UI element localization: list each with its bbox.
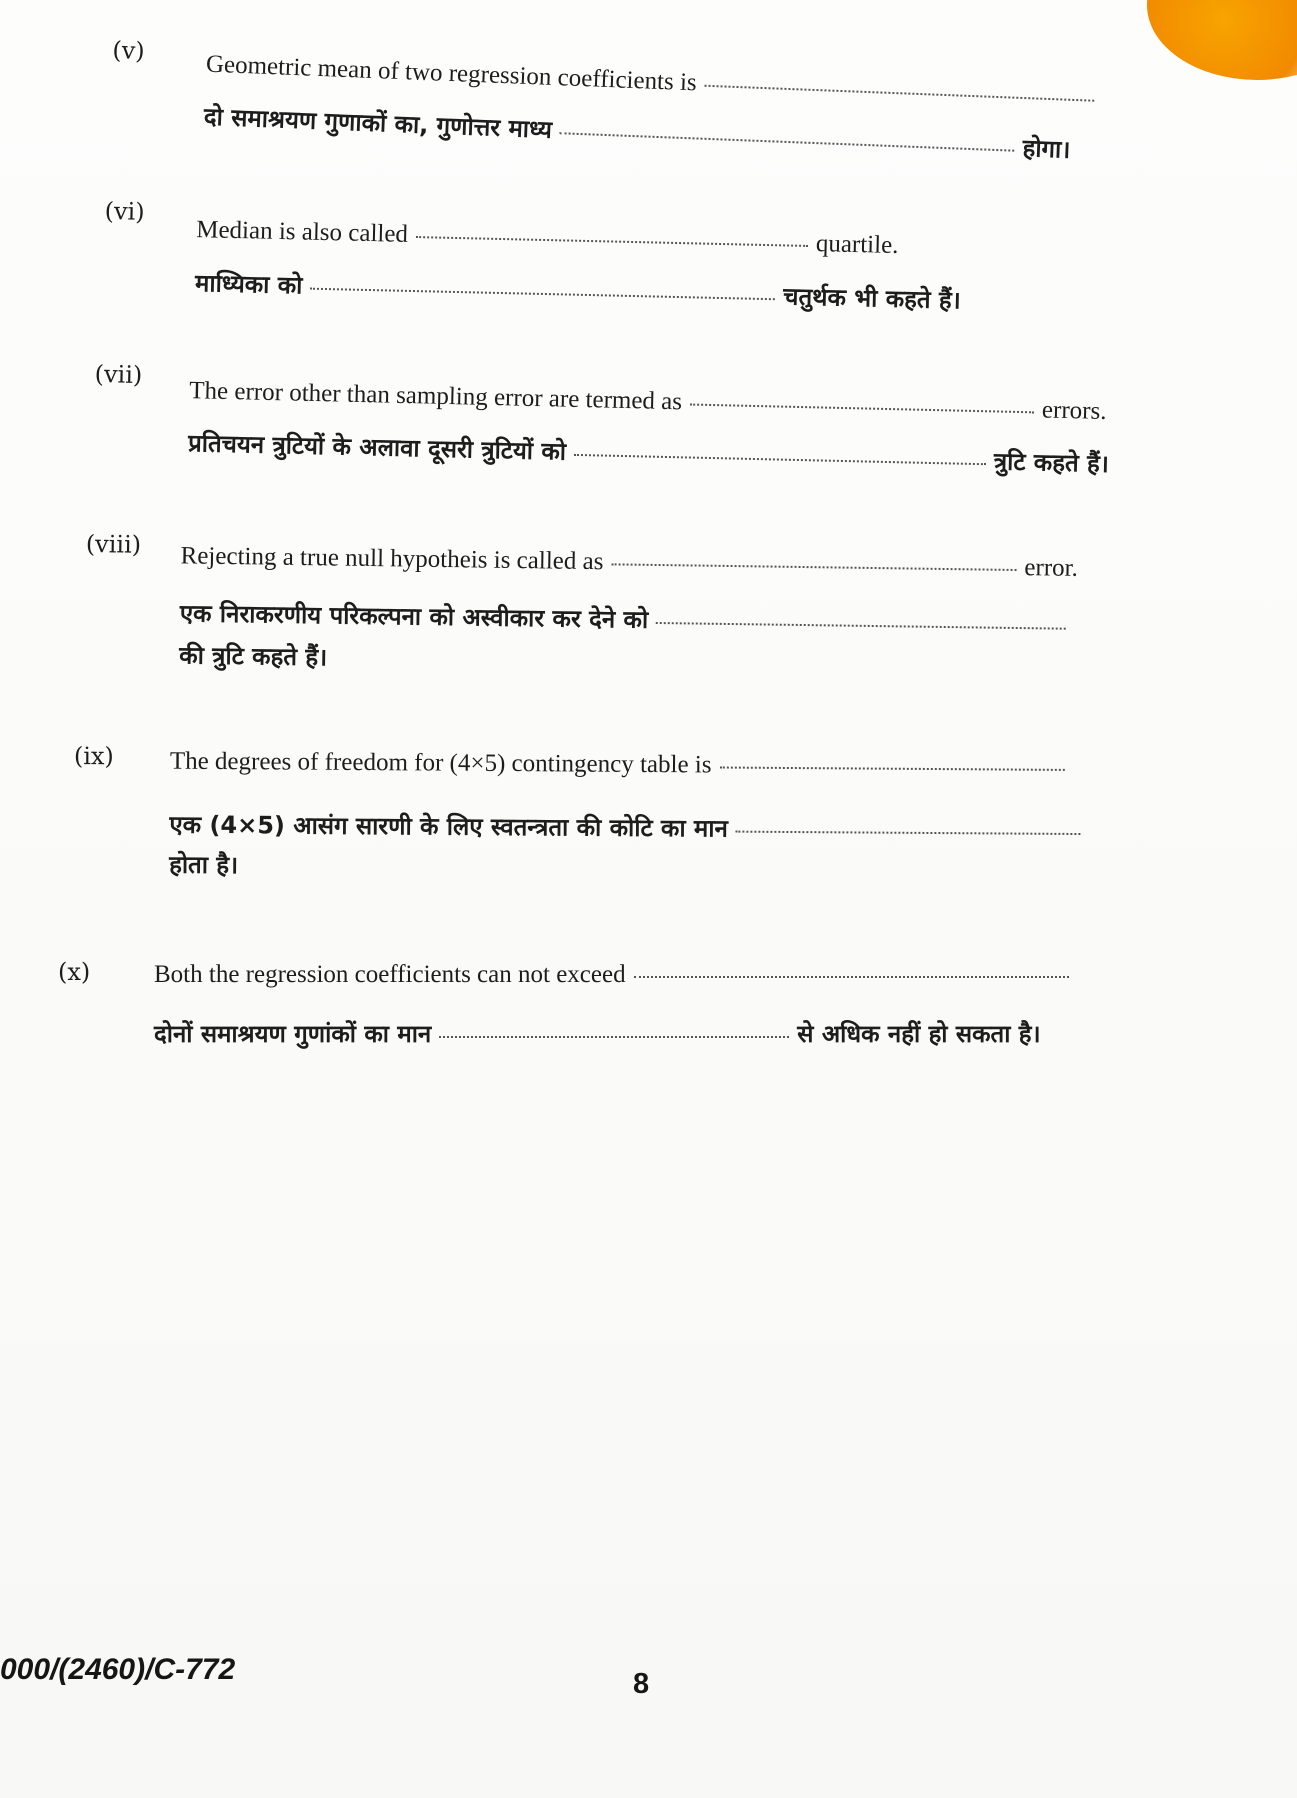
- question-text-hindi: [169, 811, 1089, 846]
- question-text-english: [189, 376, 1107, 427]
- question-number: (v): [111, 36, 146, 66]
- question-viii: [84, 530, 1256, 701]
- question-number: (vii): [94, 360, 143, 390]
- answer-blank: [416, 236, 808, 247]
- question-text-hindi: [188, 429, 1109, 479]
- question-prompt: The degrees of freedom for (4×5) contingency table is: [169, 747, 712, 779]
- question-suffix: [1102, 85, 1103, 112]
- question-text-english: [180, 541, 1078, 584]
- question-text-hindi-continuation: [169, 851, 238, 880]
- answer-blank-hindi: [736, 831, 1081, 835]
- question-continuation-hindi: होता है।: [169, 850, 239, 880]
- question-continuation-hindi: की त्रुटि कहते हैं।: [179, 641, 328, 672]
- question-prompt-hindi: एक निराकरणीय परिकल्पना को अस्वीकार कर देने को: [179, 599, 649, 634]
- question-ix: [73, 742, 1264, 900]
- question-text-hindi: [180, 599, 1075, 640]
- answer-blank-hindi: [574, 454, 986, 465]
- question-number: (viii): [85, 530, 142, 559]
- question-text-hindi: [154, 1020, 1041, 1049]
- question-prompt: Geometric mean of two regression coefficients is: [205, 50, 698, 97]
- question-number: (ix): [73, 742, 114, 771]
- question-suffix: error.: [1024, 554, 1079, 582]
- answer-blank: [634, 976, 1069, 978]
- question-prompt-hindi: दो समाश्रयण गुणाकों का, गुणोत्तर माध्य: [203, 102, 553, 144]
- question-text-english: [154, 960, 1077, 990]
- answer-blank: [690, 404, 1034, 414]
- answer-blank: [611, 563, 1016, 571]
- answer-blank-hindi: [310, 288, 775, 301]
- question-text-english: [196, 215, 899, 261]
- question-prompt: Rejecting a true null hypotheis is called as: [180, 542, 604, 576]
- answer-blank-hindi: [439, 1036, 789, 1038]
- question-suffix-hindi: त्रुटि कहते हैं।: [993, 447, 1110, 479]
- question-prompt-hindi: एक (4×5) आसंग सारणी के लिए स्वतन्त्रता की कोटि का मान: [169, 810, 728, 843]
- question-number: (vi): [104, 197, 145, 226]
- question-suffix: errors.: [1041, 396, 1107, 425]
- question-number: (x): [58, 958, 91, 986]
- question-prompt: Median is also called: [195, 216, 409, 248]
- question-prompt-hindi: दोनों समाश्रयण गुणांकों का मान: [154, 1020, 432, 1048]
- orange-corner-mark: [1147, 0, 1297, 80]
- question-suffix-hindi: होगा।: [1022, 134, 1071, 164]
- question-x: [58, 958, 1268, 1078]
- question-suffix-hindi: चतुर्थक भी कहते हैं।: [782, 282, 962, 315]
- question-suffix-hindi: से अधिक नहीं हो सकता है।: [797, 1020, 1041, 1048]
- page-number: 8: [633, 1668, 650, 1700]
- question-prompt-hindi: माध्यिका को: [194, 269, 303, 300]
- question-vi: [102, 197, 1225, 357]
- question-text-english: [170, 747, 1073, 783]
- answer-blank-hindi: [560, 132, 1015, 151]
- answer-blank-hindi: [656, 622, 1066, 630]
- answer-blank: [705, 85, 1095, 102]
- question-text-hindi: [203, 103, 1071, 165]
- question-prompt: Both the regression coefficients can not exceed: [154, 961, 626, 988]
- question-suffix: quartile.: [815, 230, 899, 260]
- question-text-hindi: [195, 269, 961, 315]
- question-prompt-hindi: प्रतिचयन त्रुटियों के अलावा दूसरी त्रुटियों को: [187, 429, 567, 466]
- answer-blank: [720, 767, 1065, 771]
- question-text-hindi-continuation: [179, 641, 327, 672]
- question-text-english: [205, 50, 1103, 114]
- question-vii: [92, 360, 1255, 526]
- question-prompt: The error other than sampling error are termed as: [189, 377, 683, 416]
- paper-code: 000/(2460)/C-772: [0, 1653, 236, 1686]
